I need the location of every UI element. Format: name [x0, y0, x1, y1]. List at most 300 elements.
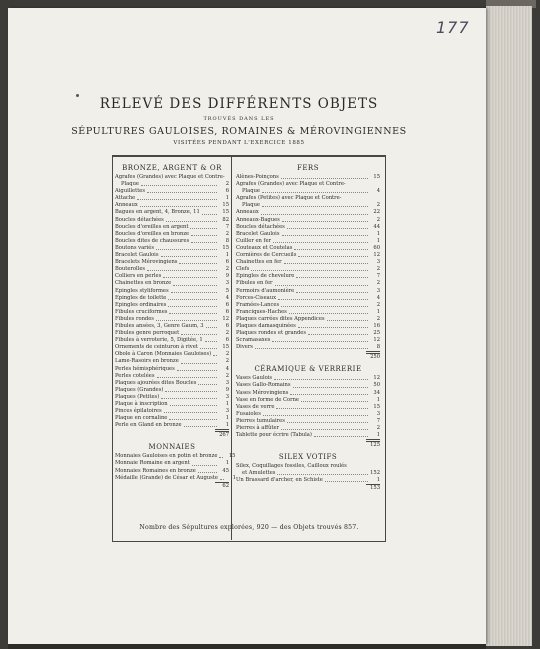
monnaies-section-title: MONNAIES — [148, 443, 196, 452]
table-row — [236, 202, 380, 209]
item-label: Fibules cruciformes — [115, 308, 168, 315]
item-count: 6 — [225, 301, 229, 308]
table-row — [115, 394, 229, 401]
item-count: 2 — [376, 315, 380, 322]
item-label: Vases Gaulois — [236, 375, 273, 382]
item-label: Fusaioles — [236, 410, 261, 417]
item-label: Fibules rondes — [115, 315, 154, 322]
dot-leader — [220, 479, 224, 480]
item-label: Plaques ajourées dites Boucles — [115, 379, 197, 386]
item-label: Agrafes (Grandes) avec Plaque et Contre- — [236, 181, 346, 188]
dot-leader — [298, 327, 368, 328]
dot-leader — [164, 412, 217, 413]
table-row — [115, 323, 229, 330]
dot-leader — [281, 178, 368, 179]
dot-leader — [157, 377, 218, 378]
dot-leader — [314, 436, 368, 437]
dot-leader — [181, 334, 217, 335]
dot-leader — [161, 256, 217, 257]
fers-list — [236, 174, 380, 351]
table-row — [236, 418, 380, 425]
item-count: 2 — [376, 301, 380, 308]
subtitle-visitees: VISITÉES PENDANT L'EXERCICE 1885 — [173, 140, 305, 146]
table-row — [115, 202, 229, 209]
monnaies-list — [115, 453, 236, 481]
dot-leader — [168, 306, 217, 307]
item-count: 1 — [225, 401, 229, 407]
column-divider — [231, 156, 232, 540]
dot-leader — [255, 348, 368, 349]
dot-leader — [287, 422, 368, 423]
dot-leader — [275, 285, 369, 286]
item-label: Bracelet Gaulois — [115, 252, 159, 259]
table-row — [236, 259, 380, 266]
item-count: 12 — [373, 337, 380, 344]
item-count: 5 — [225, 287, 229, 294]
item-label: Plaques (Grandes) — [115, 386, 164, 393]
item-label: Obole à Caron (Monnaies Gauloises) — [115, 351, 212, 358]
item-label: Vase en forme de Corne — [236, 396, 299, 403]
item-count: 34 — [373, 389, 380, 396]
dot-leader — [169, 313, 217, 314]
item-label: Plaque en cornaline — [115, 415, 168, 422]
item-count: 1 — [225, 252, 229, 259]
left-column — [115, 164, 236, 490]
table-row — [236, 330, 380, 337]
table-row — [115, 231, 229, 238]
item-label: Bracelets Mérovingiens — [115, 259, 178, 266]
item-label: Plaques (Petites) — [115, 393, 160, 400]
item-label: Pierres tumulaires — [236, 417, 285, 424]
item-count: 7 — [376, 417, 380, 424]
item-label: Pierres à affûter — [236, 425, 280, 431]
item-count: 15 — [228, 453, 236, 460]
silex-list — [236, 463, 380, 484]
dot-leader — [263, 415, 368, 416]
item-count: 12 — [373, 252, 380, 259]
item-label: Lame-Rasoirs en bronze — [115, 358, 179, 365]
item-label: Boucles détachées — [236, 223, 285, 230]
table-row — [236, 273, 380, 280]
item-label: Cornières de Cercueils — [236, 252, 297, 259]
ceramique-list — [236, 375, 380, 439]
item-count: 6 — [225, 188, 229, 195]
table-row — [115, 415, 229, 422]
table-row — [115, 188, 229, 195]
item-count: 50 — [373, 382, 380, 389]
dot-leader — [141, 185, 217, 186]
dot-leader — [147, 270, 217, 271]
item-count: 45 — [222, 467, 229, 474]
dot-leader — [198, 384, 217, 385]
item-label: Divers — [236, 344, 253, 351]
item-count: 4 — [376, 188, 380, 195]
table-row — [115, 422, 229, 429]
item-count: 60 — [373, 244, 380, 251]
table-row — [115, 408, 229, 415]
dot-leader — [294, 249, 368, 250]
item-label: Pinces épilatoires — [115, 408, 162, 415]
table-row — [236, 390, 380, 397]
item-count: 1 — [376, 477, 380, 484]
dot-leader — [281, 306, 368, 307]
item-label: Silex, Coquillages fossiles, Cailloux roulés — [236, 463, 347, 470]
item-label: Epingles ordinaires — [115, 301, 167, 308]
item-label: Alènes-Poinçons — [236, 174, 279, 180]
dot-leader — [282, 221, 368, 222]
dot-leader — [156, 249, 217, 250]
table-row — [236, 266, 380, 273]
item-label: Boucles d'oreilles en argent — [115, 223, 189, 230]
item-count: 7 — [225, 223, 229, 230]
item-label: Franciques-Haches — [236, 308, 287, 315]
item-label: Epingles de chevelure — [236, 273, 295, 280]
dot-leader — [327, 320, 368, 321]
table-row — [115, 366, 229, 373]
dot-leader — [169, 419, 217, 420]
dot-leader — [156, 320, 217, 321]
dot-leader — [206, 327, 217, 328]
table-row — [236, 404, 380, 411]
dot-leader — [170, 405, 217, 406]
dot-leader — [191, 235, 217, 236]
item-label: Ornements de ceinturon à rivet — [115, 344, 198, 351]
item-count: 15 — [222, 244, 229, 251]
item-label: Plaques carrées dites Appendices — [236, 315, 325, 322]
dot-leader — [273, 242, 368, 243]
dot-leader — [272, 341, 368, 342]
dot-leader — [177, 370, 217, 371]
item-label: Bouterolles — [115, 266, 146, 273]
item-count: 82 — [222, 216, 229, 223]
item-label: Fermoirs d'aumonière — [236, 287, 295, 294]
item-count: 2 — [225, 358, 229, 365]
table-row — [236, 181, 380, 188]
item-count: 1 — [225, 460, 229, 467]
silex-total-value: 153 — [366, 484, 380, 492]
silex-section-title: SILEX VOTIFS — [278, 453, 338, 462]
item-label: Tablette pour écrire (Tabula) — [236, 432, 312, 439]
item-count: 152 — [370, 470, 380, 477]
ceramique-total-value: 125 — [366, 439, 380, 447]
item-count: 15 — [222, 344, 229, 351]
item-label: Forces-Ciseaux — [236, 294, 277, 301]
item-label: Vases Gallo-Romains — [236, 382, 291, 389]
dot-leader — [179, 263, 217, 264]
ceramique-total — [236, 439, 380, 447]
dot-leader — [168, 299, 217, 300]
item-label: Plaque — [121, 181, 139, 188]
item-count: 2 — [225, 372, 229, 379]
item-count: 1 — [225, 415, 229, 422]
item-count: 4 — [376, 294, 380, 301]
item-count: 2 — [376, 425, 380, 431]
silex-total — [236, 484, 380, 492]
table-row — [115, 288, 229, 295]
table-row — [236, 217, 380, 224]
item-label: Plaque à inscription — [115, 401, 168, 407]
book-page-edges — [486, 6, 532, 646]
item-label: Clefs — [236, 266, 250, 273]
item-label: Monnaie Romaine en argent — [115, 460, 190, 467]
dot-leader — [219, 457, 223, 458]
dot-leader — [161, 398, 217, 399]
item-label: Perles cotelées — [115, 372, 155, 379]
dot-leader — [262, 192, 368, 193]
item-count: 3 — [376, 410, 380, 417]
table-row — [115, 273, 229, 280]
item-count: 12 — [222, 315, 229, 322]
dot-leader — [181, 363, 217, 364]
item-label: Un Brassard d'archer, en Schiste — [236, 477, 323, 484]
table-row — [115, 280, 229, 287]
dot-leader — [262, 206, 368, 207]
item-count: 4 — [225, 365, 229, 372]
dot-leader — [140, 206, 217, 207]
item-label: Plaques rondes et grandes — [236, 330, 307, 337]
fers-total — [236, 351, 380, 359]
item-count: 3 — [225, 280, 229, 287]
item-label: Anneaux — [236, 209, 259, 216]
item-label: Attache — [115, 195, 136, 202]
table-row — [236, 463, 380, 470]
dot-leader — [301, 401, 368, 402]
item-count: 3 — [225, 408, 229, 415]
table-row — [115, 351, 229, 358]
monnaies-total — [115, 482, 229, 490]
table-row — [115, 209, 229, 216]
table-row — [236, 397, 380, 404]
table-row — [115, 460, 229, 467]
item-count: 22 — [373, 209, 380, 216]
item-count: 2 — [376, 266, 380, 273]
dot-leader — [198, 472, 217, 473]
table-row — [236, 477, 380, 484]
main-title: RELEVÉ DES DIFFÉRENTS OBJETS — [99, 96, 379, 112]
dot-leader — [171, 292, 217, 293]
dot-leader — [163, 277, 217, 278]
dot-leader — [298, 256, 368, 257]
table-row — [236, 252, 380, 259]
dot-leader — [166, 221, 217, 222]
item-label: Colliers en perles — [115, 273, 162, 280]
dot-leader — [274, 379, 368, 380]
dot-leader — [284, 263, 368, 264]
item-count: 12 — [373, 375, 380, 382]
table-row — [115, 474, 236, 482]
table-row — [236, 302, 380, 309]
dot-leader — [184, 426, 217, 427]
item-count: 2 — [225, 181, 229, 188]
item-count: 1 — [225, 422, 229, 429]
item-count: 9 — [225, 273, 229, 280]
table-row — [236, 432, 380, 439]
table-row — [236, 231, 380, 238]
right-column — [236, 164, 380, 492]
item-label: Monnaies Gauloises en potin et bronze — [115, 453, 218, 460]
item-label: Framées-Lances — [236, 301, 280, 308]
dot-leader — [282, 235, 368, 236]
fers-section-title: FERS — [296, 164, 320, 172]
item-count: 6 — [225, 308, 229, 315]
table-row — [236, 195, 380, 202]
dot-leader — [191, 242, 217, 243]
item-count: 3 — [376, 259, 380, 266]
subtitle-trouves: TROUVÉS DANS LES — [203, 116, 275, 122]
table-row — [115, 387, 229, 394]
item-count: 2 — [225, 230, 229, 237]
table-row — [115, 373, 229, 380]
item-label: Médaille (Grande) de César et Auguste — [115, 474, 218, 481]
table-row — [115, 309, 229, 316]
footer-summary: Nombre des Sépultures explorées, 920 — des Objets trouvés 857. — [139, 524, 359, 531]
item-count: 3 — [376, 287, 380, 294]
table-row — [236, 411, 380, 418]
table-row — [115, 266, 229, 273]
item-label: Boucles détachées — [115, 216, 164, 223]
item-count: 15 — [373, 403, 380, 410]
item-label: Chainettes en bronze — [115, 280, 172, 287]
item-label: et Amulettes — [242, 470, 276, 477]
item-count: 7 — [376, 273, 380, 280]
monnaies-total-value: 62 — [215, 482, 229, 490]
item-label: Anneaux — [115, 202, 138, 209]
dot-leader — [202, 214, 217, 215]
item-label: Vases Mérovingiens — [236, 389, 289, 396]
table-row — [236, 238, 380, 245]
dot-leader — [205, 341, 217, 342]
item-label: Fibules à verroterie, 5, Digitée, 1 — [115, 337, 203, 344]
item-count: 44 — [373, 223, 380, 230]
table-row — [115, 380, 229, 387]
item-label: Agrafes (Petites) avec Plaque et Contre- — [236, 195, 342, 202]
item-count: 8 — [376, 344, 380, 351]
item-count: 1 — [376, 432, 380, 439]
item-label: Anneaux-Bagues — [236, 216, 280, 223]
table-row — [115, 181, 229, 188]
item-label: Bracelet Gaulois — [236, 230, 280, 237]
item-label: Fibules genre perroquet — [115, 330, 180, 337]
table-row — [115, 217, 229, 224]
table-row — [115, 224, 229, 231]
dot-leader — [281, 429, 368, 430]
item-label: Boucles dites de chaussures — [115, 237, 190, 244]
item-label: Monnaies Romaines en bronze — [115, 467, 196, 474]
item-count: 2 — [376, 280, 380, 287]
item-label: Chainettes en fer — [236, 259, 282, 266]
item-count: 9 — [225, 386, 229, 393]
table-row — [115, 316, 229, 323]
table-row — [115, 468, 229, 475]
table-row — [236, 280, 380, 287]
dot-leader — [190, 228, 217, 229]
table-row — [236, 382, 380, 389]
table-row — [236, 323, 380, 330]
dot-leader — [137, 199, 217, 200]
table-row — [115, 259, 229, 266]
table-row — [236, 316, 380, 323]
bronze-list — [115, 174, 229, 429]
bronze-section-title: BRONZE, ARGENT & OR — [122, 164, 222, 172]
item-label: Plaque — [242, 202, 260, 209]
fers-total-value: 250 — [366, 351, 380, 359]
dot-leader — [289, 313, 368, 314]
bronze-total-value: 267 — [215, 429, 229, 437]
item-label: Epingles de toilette — [115, 294, 167, 301]
item-count: 1 — [376, 308, 380, 315]
item-count: 15 — [222, 209, 229, 216]
item-label: Scramasaxes — [236, 337, 271, 344]
item-count: 6 — [225, 322, 229, 329]
dot-leader — [296, 277, 368, 278]
item-label: Plaques damasquinées — [236, 322, 296, 329]
dot-leader — [290, 394, 368, 395]
dot-leader — [173, 285, 217, 286]
page-bottom-shadow — [8, 644, 486, 649]
item-count: 6 — [225, 337, 229, 344]
item-label: Aiguillettes — [115, 188, 146, 195]
dot-leader — [278, 299, 368, 300]
item-label: Perle en Gland en bronze — [115, 422, 182, 429]
item-label: Couteaux et Coutelas — [236, 244, 293, 251]
table-row — [236, 344, 380, 351]
table-row — [115, 174, 229, 181]
table-row — [115, 453, 236, 460]
item-label: Fibules ansées, 3, Genre Gaum, 3 — [115, 322, 204, 329]
item-count: 2 — [225, 266, 229, 273]
item-label: Cuiller en fer — [236, 237, 272, 244]
item-count: 1 — [225, 195, 229, 202]
table-row — [236, 337, 380, 344]
subtitle-sepultures: SÉPULTURES GAULOISES, ROMAINES & MÉROVINGIENNES — [71, 126, 407, 137]
item-count: 1 — [376, 237, 380, 244]
table-row — [115, 238, 229, 245]
item-count: 2 — [225, 330, 229, 337]
item-count: 16 — [373, 322, 380, 329]
bronze-total — [115, 429, 229, 437]
item-count: 3 — [225, 379, 229, 386]
item-count: 15 — [222, 202, 229, 209]
table-row — [236, 309, 380, 316]
dot-leader — [293, 387, 368, 388]
table-row — [115, 245, 229, 252]
dot-leader — [287, 228, 368, 229]
dot-leader — [325, 481, 368, 482]
item-count: 8 — [225, 237, 229, 244]
item-label: Plaque — [242, 188, 260, 195]
item-count: 15 — [373, 174, 380, 180]
table-row — [115, 195, 229, 202]
item-count: 2 — [376, 202, 380, 209]
ceramique-section-title: CÉRAMIQUE & VERRERIE — [254, 365, 362, 374]
dot-leader — [261, 214, 368, 215]
dot-leader — [192, 465, 217, 466]
item-label: Epingles styliformes — [115, 287, 169, 294]
dot-leader — [251, 270, 368, 271]
item-count: 1 — [376, 396, 380, 403]
dot-leader — [165, 391, 217, 392]
item-count: 25 — [373, 330, 380, 337]
item-label: Vases de verre — [236, 403, 275, 410]
item-label: Boucles d'oreilles en bronze — [115, 230, 190, 237]
item-count: 2 — [376, 216, 380, 223]
table-row — [236, 245, 380, 252]
table-row — [115, 302, 229, 309]
item-label: Fibules en fer — [236, 280, 273, 287]
folio-number: 177 — [436, 18, 470, 37]
dot-leader — [296, 292, 368, 293]
dot-leader — [277, 474, 368, 475]
